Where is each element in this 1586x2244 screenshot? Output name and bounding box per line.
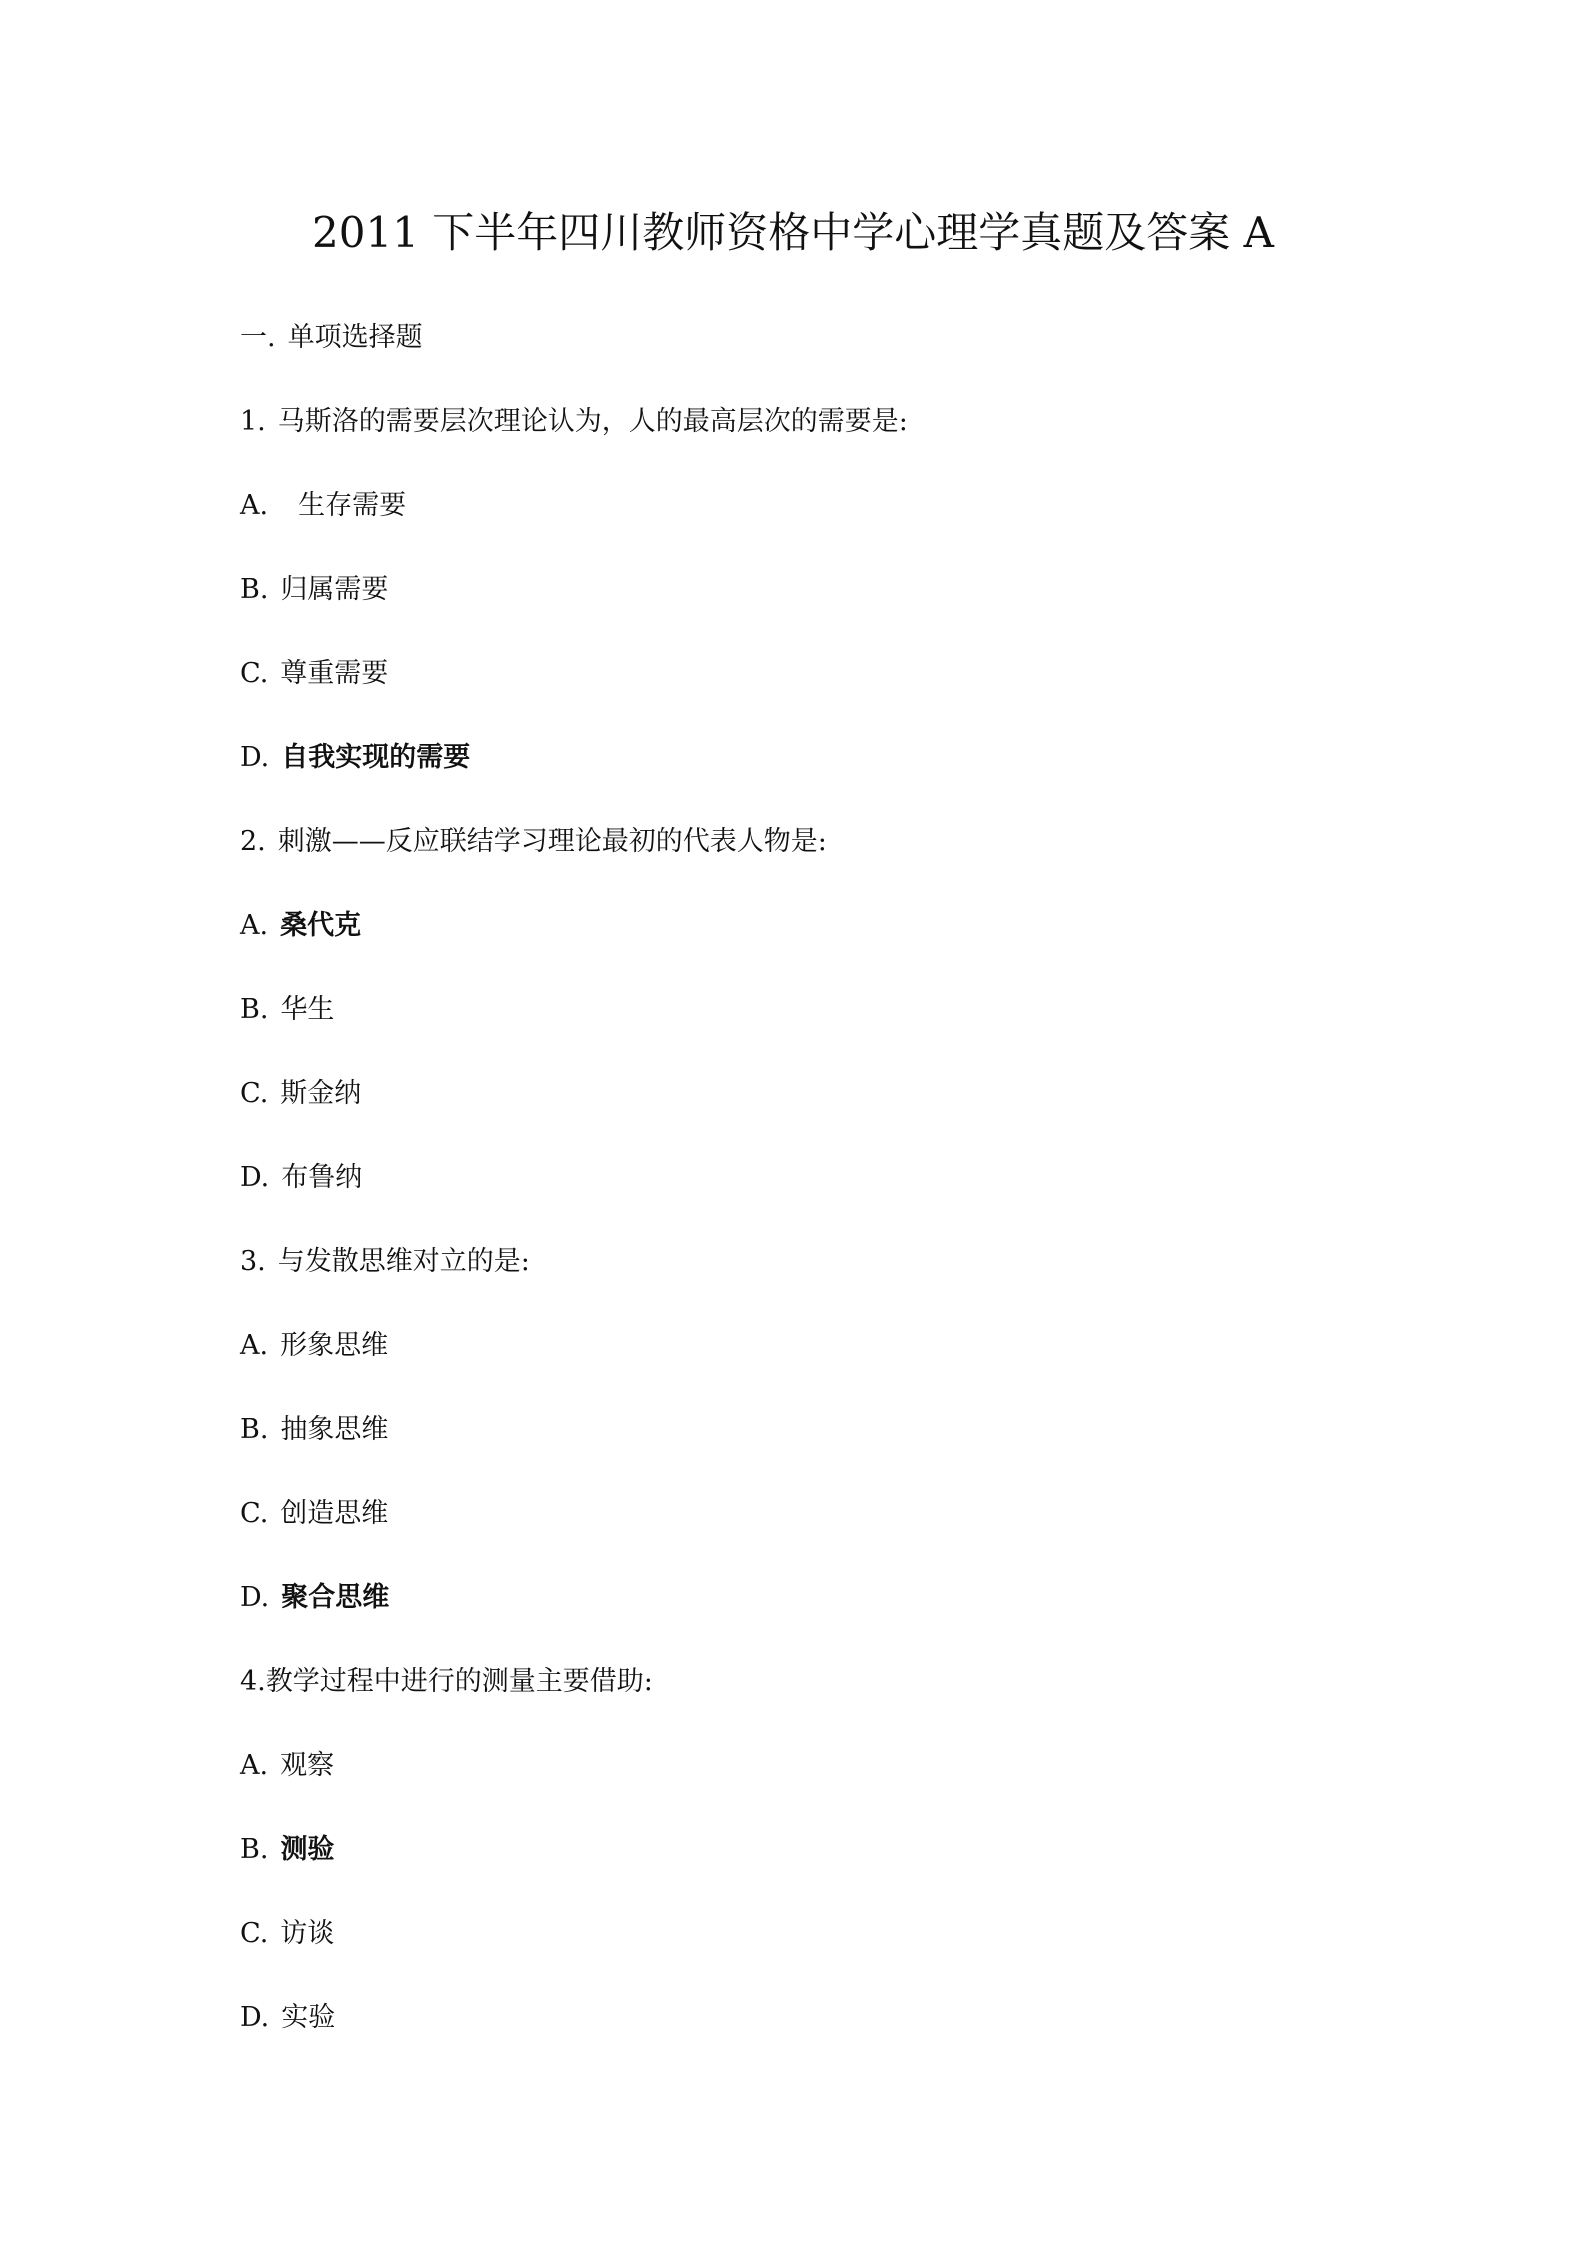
option-text: 布鲁纳 <box>281 1162 363 1193</box>
section-heading <box>240 318 1390 402</box>
question-4-option-a <box>240 1746 1390 1830</box>
option-label: B. <box>240 1414 269 1445</box>
option-label: D. <box>240 2002 270 2033</box>
question-number: 1. <box>240 406 266 437</box>
option-text: 生存需要 <box>298 490 407 521</box>
option-text: 观察 <box>280 1750 335 1781</box>
option-label: B. <box>240 994 269 1025</box>
question-1-option-a <box>240 486 1390 570</box>
option-label: D. <box>240 1162 270 1193</box>
question-text: 教学过程中进行的测量主要借助: <box>265 1666 653 1697</box>
question-number: 3. <box>240 1246 266 1277</box>
question-1-option-d-answer <box>240 738 1390 822</box>
question-3-stem <box>240 1242 1390 1326</box>
question-text: 马斯洛的需要层次理论认为，人的最高层次的需要是: <box>277 406 908 437</box>
option-label: C. <box>240 1498 269 1529</box>
question-1-stem <box>240 402 1390 486</box>
question-3-option-c <box>240 1494 1390 1578</box>
section-title: 单项选择题 <box>287 322 423 353</box>
option-label: A. <box>240 910 269 941</box>
option-label: C. <box>240 658 269 689</box>
option-text: 实验 <box>281 2002 336 2033</box>
question-4-option-c <box>240 1914 1390 1998</box>
question-2-option-a-answer <box>240 906 1390 990</box>
question-2-stem <box>240 822 1390 906</box>
option-label: C. <box>240 1078 269 1109</box>
option-text: 华生 <box>280 994 335 1025</box>
option-text-answer: 聚合思维 <box>281 1582 390 1613</box>
option-text: 斯金纳 <box>280 1078 362 1109</box>
question-list <box>240 318 1390 2082</box>
question-2-option-c <box>240 1074 1390 1158</box>
option-label: C. <box>240 1918 269 1949</box>
question-1-option-c <box>240 654 1390 738</box>
question-number: 4. <box>240 1666 266 1697</box>
option-label: A. <box>240 1750 269 1781</box>
option-text-answer: 桑代克 <box>280 910 362 941</box>
question-1-option-b <box>240 570 1390 654</box>
option-label: B. <box>240 1834 269 1865</box>
option-label: A. <box>240 490 269 521</box>
question-number: 2. <box>240 826 266 857</box>
option-label: D. <box>240 742 270 773</box>
question-3-option-b <box>240 1410 1390 1494</box>
document-title: 2011 下半年四川教师资格中学心理学真题及答案 A <box>312 208 1274 257</box>
question-4-option-d <box>240 1998 1390 2082</box>
option-text: 形象思维 <box>280 1330 389 1361</box>
option-label: B. <box>240 574 269 605</box>
option-text-answer: 测验 <box>280 1834 335 1865</box>
option-text: 创造思维 <box>280 1498 389 1529</box>
question-2-option-d <box>240 1158 1390 1242</box>
option-text: 访谈 <box>280 1918 335 1949</box>
option-text: 归属需要 <box>280 574 389 605</box>
question-2-option-b <box>240 990 1390 1074</box>
option-text: 抽象思维 <box>280 1414 389 1445</box>
question-text: 刺激——反应联结学习理论最初的代表人物是: <box>277 826 827 857</box>
option-label: A. <box>240 1330 269 1361</box>
question-3-option-d-answer <box>240 1578 1390 1662</box>
question-text: 与发散思维对立的是: <box>277 1246 530 1277</box>
option-label: D. <box>240 1582 270 1613</box>
question-4-stem <box>240 1662 1390 1746</box>
option-text-answer: 自我实现的需要 <box>281 742 471 773</box>
question-4-option-b-answer <box>240 1830 1390 1914</box>
section-number: 一. <box>240 322 276 353</box>
option-text: 尊重需要 <box>280 658 389 689</box>
question-3-option-a <box>240 1326 1390 1410</box>
